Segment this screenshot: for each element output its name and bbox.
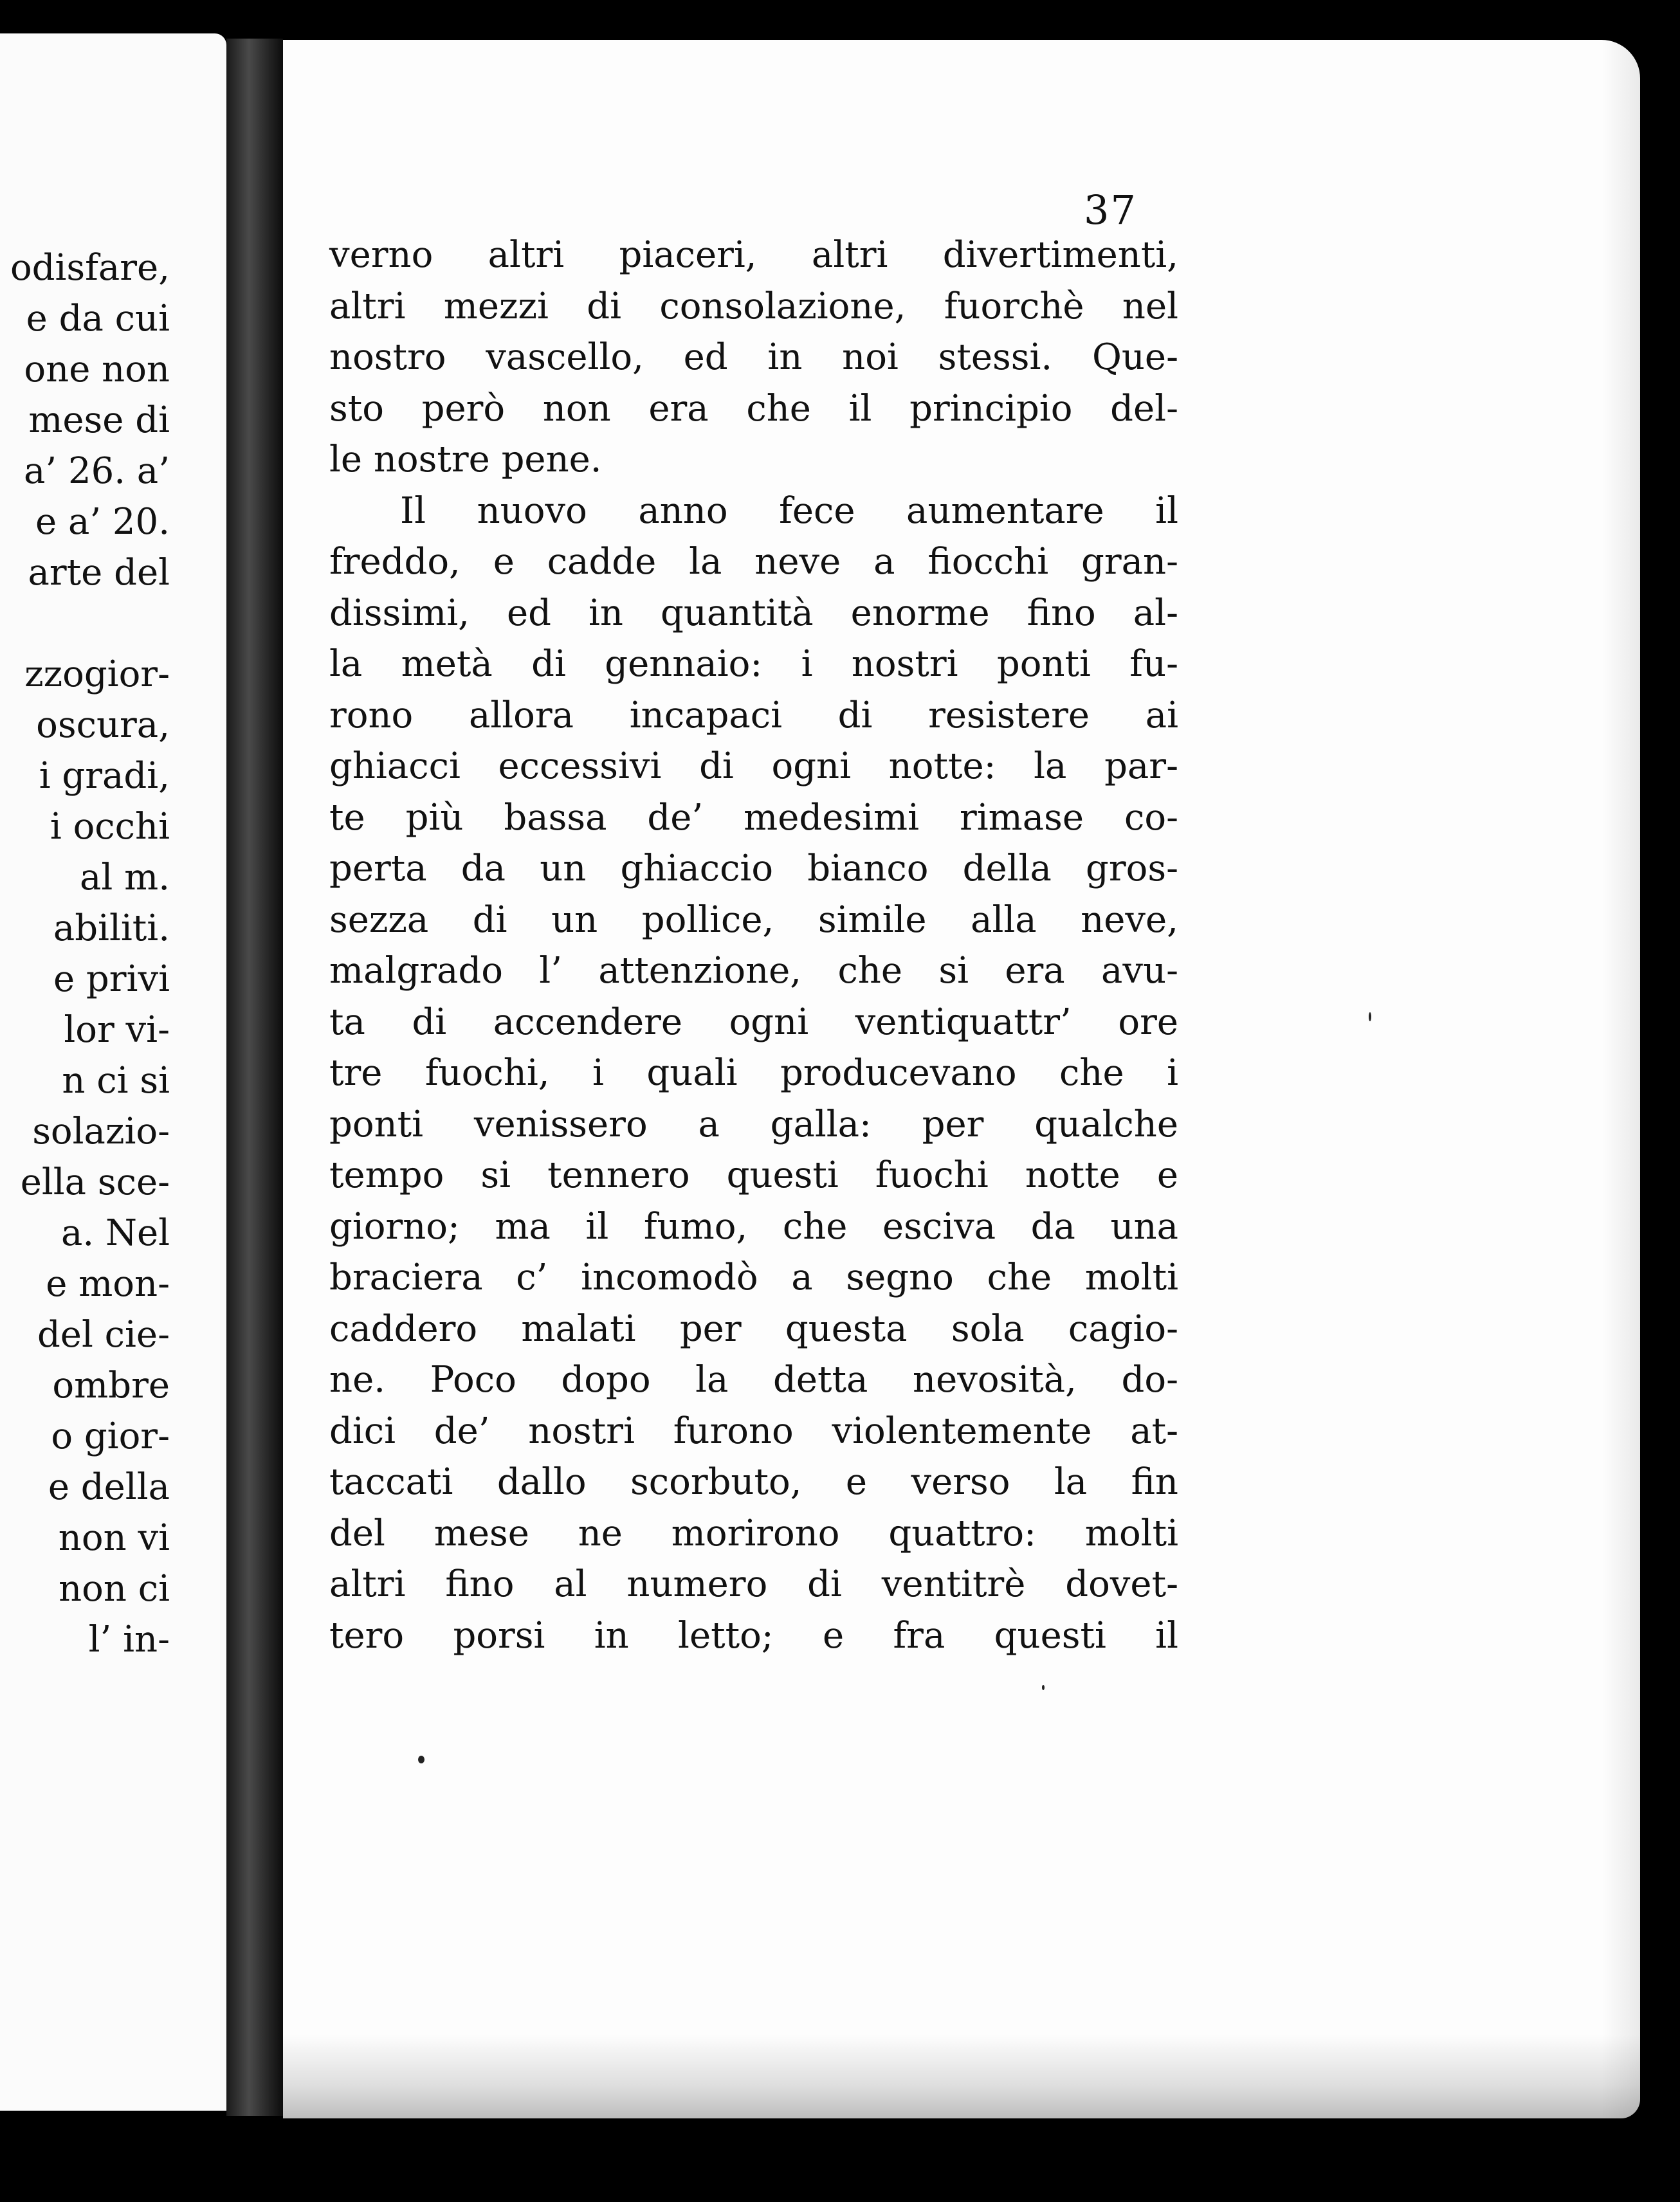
right-page [283, 40, 1640, 2118]
left-page-text [10, 242, 170, 1665]
text-line: tero porsi in letto; e fra questi il [329, 1614, 1178, 1657]
text-line: mese di [28, 399, 170, 441]
text-line: odisfare, [10, 247, 170, 289]
text-line: non ci [59, 1568, 170, 1610]
page-bottom-edge [283, 2035, 1640, 2118]
text-line: solazio- [32, 1111, 170, 1152]
text-line: e a’ 20. [35, 501, 170, 543]
right-page-text [329, 230, 1178, 1661]
text-line: le nostre pene. [329, 439, 602, 480]
text-line: del cie- [37, 1314, 170, 1356]
text-line: i occhi [50, 806, 170, 848]
text-line: taccati dallo scorbuto, e verso la fin [329, 1461, 1178, 1503]
text-line: sezza di un pollice, simile alla neve, [329, 898, 1178, 941]
text-line: i gradi, [39, 755, 170, 797]
text-line: la metà di gennaio: i nostri ponti fu- [329, 643, 1178, 685]
text-line: altri mezzi di consolazione, fuorchè nel [329, 285, 1178, 327]
text-line: braciera c’ incomodò a segno che molti [329, 1257, 1178, 1298]
text-line: arte del [28, 552, 170, 594]
text-line: dissimi, ed in quantità enorme fino al- [329, 592, 1178, 634]
text-line: e da cui [26, 298, 170, 340]
ink-speck [418, 1756, 425, 1763]
ink-speck [1369, 1012, 1371, 1021]
text-line: ghiacci eccessivi di ogni notte: la par- [329, 745, 1178, 787]
left-page [0, 33, 226, 2111]
text-line: e mon- [46, 1263, 170, 1305]
text-line: verno altri piaceri, altri divertimenti, [329, 234, 1178, 276]
text-line: ne. Poco dopo la detta nevosità, do- [329, 1359, 1178, 1401]
text-line: al m. [80, 857, 170, 898]
text-line: abiliti. [53, 907, 170, 949]
text-line: tempo si tennero questi fuochi notte e [329, 1154, 1178, 1196]
text-line: giorno; ma il fumo, che esciva da una [329, 1205, 1178, 1248]
text-line: freddo, e cadde la neve a fiocchi gran- [329, 541, 1178, 583]
text-line: lor vi- [64, 1009, 170, 1051]
text-line: del mese ne morirono quattro: molti [329, 1512, 1178, 1554]
text-line: malgrado l’ attenzione, che si era avu- [329, 950, 1178, 992]
text-line [10, 598, 170, 649]
text-line: ta di accendere ogni ventiquattr’ ore [329, 1001, 1178, 1043]
text-line: a’ 26. a’ [23, 450, 170, 492]
text-line: non vi [58, 1517, 170, 1559]
text-line: caddero malati per questa sola cagio- [329, 1307, 1178, 1350]
text-line: te più bassa de’ medesimi rimase co- [329, 796, 1178, 839]
page-number: 37 [1084, 187, 1137, 233]
text-line: perta da un ghiaccio bianco della gros- [329, 848, 1178, 889]
text-line: dici de’ nostri furono violentemente at- [329, 1410, 1178, 1452]
text-line: zzogior- [24, 653, 170, 695]
text-line: oscura, [36, 704, 170, 746]
text-line: ombre [52, 1365, 170, 1406]
text-line: one non [24, 349, 170, 390]
text-line: rono allora incapaci di resistere ai [329, 694, 1178, 736]
text-line: o gior- [51, 1415, 170, 1457]
book-gutter [226, 39, 283, 2116]
text-line: ponti venissero a galla: per qualche [329, 1103, 1178, 1145]
ink-speck [1042, 1685, 1045, 1690]
text-line: nostro vascello, ed in noi stessi. Que- [329, 336, 1178, 378]
text-line: e privi [53, 958, 170, 1000]
text-line: sto però non era che il principio del- [329, 387, 1178, 430]
text-line: e della [48, 1466, 170, 1508]
text-line: l’ in- [88, 1619, 170, 1661]
text-line: n ci si [62, 1060, 170, 1102]
text-line: altri fino al numero di ventitrè dovet- [329, 1563, 1178, 1605]
text-line: tre fuochi, i quali producevano che i [329, 1052, 1178, 1094]
text-line: ella sce- [20, 1161, 170, 1203]
text-line: a. Nel [60, 1212, 170, 1254]
text-line: Il nuovo anno fece aumentare il [400, 489, 1178, 532]
